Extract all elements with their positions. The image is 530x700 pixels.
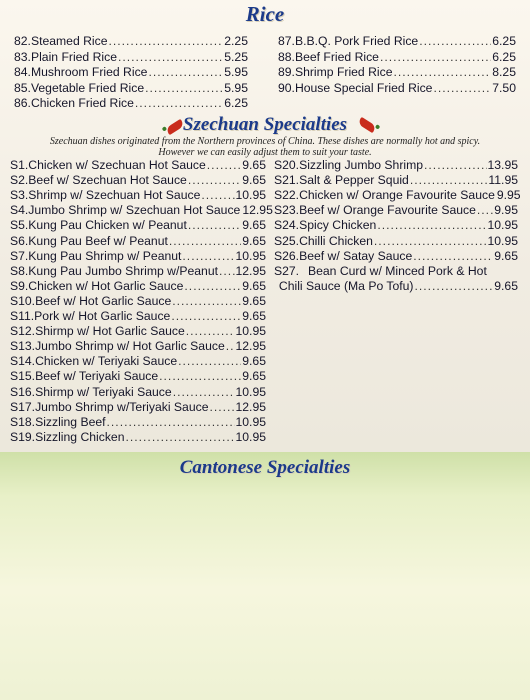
leader-dots <box>148 65 223 79</box>
item-price: 9.65 <box>242 218 266 233</box>
rice-title: Rice <box>245 2 285 26</box>
item-price: 10.95 <box>235 324 266 339</box>
menu-item <box>10 173 266 187</box>
item-name: Pork w/ Hot Garlic Sauce <box>34 309 171 323</box>
leader-dots <box>419 34 491 48</box>
menu-item <box>10 158 266 172</box>
menu-item <box>10 309 266 323</box>
menu-item <box>10 203 273 218</box>
item-code: S1. <box>10 158 29 172</box>
item-price: 9.65 <box>242 354 266 369</box>
leader-dots <box>188 173 241 187</box>
leader-dots <box>188 218 241 232</box>
item-price: 6.25 <box>492 34 516 48</box>
item-name: Shrimp Fried Rice <box>294 65 393 79</box>
item-code: S21. <box>274 173 300 188</box>
item-price: 9.95 <box>494 203 518 218</box>
item-code: S20. <box>274 158 300 172</box>
item-code: 85. <box>14 80 31 95</box>
menu-item <box>10 339 266 353</box>
menu-item <box>10 279 266 293</box>
menu-item <box>10 415 266 429</box>
menu-item <box>278 34 516 48</box>
leader-dots <box>201 188 234 202</box>
item-price: 12.95 <box>235 339 266 354</box>
leader-dots <box>415 279 494 293</box>
item-name: Sizzling Jumbo Shrimp <box>299 158 424 172</box>
item-name: House Special Fried Rice <box>294 80 433 95</box>
leader-dots <box>178 354 241 368</box>
menu-item <box>274 173 518 187</box>
item-code: S23. <box>274 203 300 218</box>
item-name: Beef w/ Teriyaki Sauce <box>35 369 159 384</box>
item-price: 13.95 <box>487 158 518 172</box>
item-name: Beef w/ Orange Favourite Sauce <box>299 203 476 218</box>
item-price: 9.65 <box>242 158 266 172</box>
item-price: 9.65 <box>242 233 266 248</box>
item-code: S25. <box>274 233 300 248</box>
item-code: 90. <box>278 80 295 95</box>
menu-item <box>14 81 248 95</box>
leader-dots <box>171 309 241 323</box>
leader-dots <box>145 81 223 95</box>
item-price: 6.25 <box>492 49 516 64</box>
menu-item <box>10 264 266 278</box>
item-price: 12.95 <box>235 399 266 414</box>
cantonese-title: Cantonese Specialties <box>179 457 351 478</box>
item-code: S6. <box>10 233 29 248</box>
item-name: Sizzling Beef <box>35 414 106 429</box>
leader-dots <box>374 234 487 248</box>
menu-item <box>274 249 518 263</box>
item-code: 86. <box>14 96 31 110</box>
leader-dots <box>173 385 235 399</box>
leader-dots <box>159 369 241 383</box>
item-price: 5.95 <box>224 80 248 95</box>
item-name: Jumbo Shrimp w/Teriyaki Sauce <box>35 399 209 414</box>
item-code: S2. <box>10 173 29 188</box>
item-price: 10.95 <box>487 218 518 233</box>
menu-item <box>10 249 266 263</box>
item-code: S26. <box>274 248 300 263</box>
leader-dots <box>377 218 486 232</box>
leader-dots <box>109 34 224 48</box>
item-name: Bean Curd w/ Minced Pork & Hot <box>308 263 487 278</box>
item-name: Salt & Pepper Squid <box>299 173 409 188</box>
item-name: Spicy Chicken <box>299 218 377 233</box>
item-price: 2.25 <box>224 34 248 48</box>
menu-item <box>10 400 266 414</box>
menu-item <box>10 188 266 202</box>
item-code: S11. <box>10 309 35 323</box>
item-name: Vegetable Fried Rice <box>30 80 145 95</box>
item-code: S13. <box>10 339 36 354</box>
item-code: S18. <box>10 414 36 429</box>
item-code: S19. <box>10 429 36 444</box>
item-name: Kung Pau Chicken w/ Peanut <box>28 218 187 233</box>
item-name: Steamed Rice <box>30 34 108 48</box>
item-name: Shrimp w/ Szechuan Hot Sauce <box>28 188 201 203</box>
item-code: S4. <box>10 203 29 218</box>
item-code: S12. <box>10 324 36 339</box>
leader-dots <box>410 173 488 187</box>
item-price: 10.95 <box>235 384 266 399</box>
item-code: 83. <box>14 49 31 64</box>
item-code: S3. <box>10 188 29 203</box>
item-code: S15. <box>10 369 36 384</box>
item-code: S7. <box>10 248 29 263</box>
menu-item <box>274 218 518 232</box>
item-name: Chicken w/ Orange Favourite Sauce <box>299 188 495 203</box>
item-price: 11.95 <box>488 173 518 188</box>
item-name: Kung Pau Jumbo Shrimp w/Peanut <box>28 263 218 278</box>
menu-item <box>274 279 518 293</box>
menu-item <box>10 354 266 368</box>
item-code: S24. <box>274 218 300 233</box>
item-name: Jumbo Shrimp w/ Szechuan Hot Sauce <box>28 203 241 218</box>
menu-item <box>10 369 266 383</box>
item-code: S16. <box>10 384 36 399</box>
menu-item <box>10 430 266 444</box>
item-name: Chicken w/ Teriyaki Sauce <box>35 354 178 369</box>
item-price: 6.25 <box>224 96 248 110</box>
leader-dots <box>477 203 493 217</box>
item-price: 5.25 <box>224 49 248 64</box>
menu-item <box>14 34 248 48</box>
item-price: 9.65 <box>494 248 518 263</box>
item-code: 89. <box>278 65 295 79</box>
item-name: Jumbo Shrimp w/ Hot Garlic Sauce <box>35 339 225 354</box>
item-code: S22. <box>274 188 300 203</box>
item-price: 9.65 <box>242 293 266 308</box>
item-price: 9.65 <box>494 278 518 293</box>
item-name: Shirmp w/ Hot Garlic Sauce <box>35 324 185 339</box>
item-code: 87. <box>278 34 295 48</box>
item-price: 9.65 <box>242 369 266 384</box>
item-code: 88. <box>278 49 295 64</box>
item-name: Beef w/ Satay Sauce <box>299 248 413 263</box>
menu-item <box>274 158 518 172</box>
item-name: Chilli Chicken <box>299 233 373 248</box>
item-name: Kung Pau Shrimp w/ Peanut <box>28 248 182 263</box>
item-price: 10.95 <box>487 233 518 248</box>
item-name: B.B.Q. Pork Fried Rice <box>294 34 419 48</box>
menu-item <box>274 203 518 217</box>
item-name: Sizzling Chicken <box>35 429 125 444</box>
menu-item <box>14 96 248 110</box>
leader-dots <box>172 294 241 308</box>
item-price: 10.95 <box>235 429 266 444</box>
menu-item <box>278 81 516 95</box>
menu-item <box>10 385 266 399</box>
leader-dots <box>433 81 491 95</box>
item-price: 5.95 <box>224 65 248 79</box>
szechuan-intro-2: However we can easily adjust them to suit your taste. <box>158 147 372 158</box>
leader-dots <box>186 324 235 338</box>
leader-dots <box>126 430 235 444</box>
leader-dots <box>207 158 241 172</box>
item-name: Chicken Fried Rice <box>30 96 134 110</box>
item-price: 10.95 <box>235 188 266 203</box>
item-name: Beef w/ Szechuan Hot Sauce <box>28 173 187 188</box>
leader-dots <box>380 50 491 64</box>
item-name: Plain Fried Rice <box>30 49 117 64</box>
leader-dots <box>209 400 234 414</box>
cantonese-background <box>0 452 530 700</box>
item-code: 82. <box>14 34 31 48</box>
item-name: Mushroom Fried Rice <box>30 65 148 79</box>
item-price: 12.95 <box>242 203 273 218</box>
item-price: 7.50 <box>492 80 516 95</box>
item-price: 9.65 <box>242 278 266 293</box>
menu-item <box>10 234 266 248</box>
leader-dots <box>169 234 241 248</box>
leader-dots <box>413 249 493 263</box>
item-code: S10. <box>10 293 36 308</box>
leader-dots <box>184 279 241 293</box>
leader-dots <box>424 158 486 172</box>
item-name: Shirmp w/ Teriyaki Sauce <box>35 384 172 399</box>
szechuan-intro: Szechuan dishes originated from the Northern provinces of China. These dishes are normally hot and spicy. <box>49 136 481 147</box>
leader-dots <box>107 415 235 429</box>
menu-item <box>10 218 266 232</box>
item-price: 10.95 <box>235 248 266 263</box>
menu-item <box>10 324 266 338</box>
item-code: S17. <box>10 399 36 414</box>
item-price: 9.65 <box>242 309 266 323</box>
item-name: Kung Pau Beef w/ Peanut <box>28 233 168 248</box>
item-price: 9.65 <box>242 173 266 188</box>
leader-dots <box>118 50 223 64</box>
menu-item <box>14 50 248 64</box>
item-price: 12.95 <box>235 263 266 278</box>
item-name: Chicken w/ Hot Garlic Sauce <box>28 278 184 293</box>
leader-dots <box>219 264 235 278</box>
leader-dots <box>393 65 491 79</box>
menu-item <box>278 50 516 64</box>
item-name: Beef Fried Rice <box>294 49 379 64</box>
menu-item <box>274 188 521 203</box>
item-code: S27. <box>274 263 300 278</box>
leader-dots <box>135 96 223 110</box>
szechuan-title: Szechuan Specialties <box>182 114 348 135</box>
item-price: 8.25 <box>492 65 516 79</box>
menu-item <box>274 264 518 278</box>
leader-dots <box>182 249 234 263</box>
leader-dots <box>226 339 235 353</box>
item-name: Chicken w/ Szechuan Hot Sauce <box>28 158 206 172</box>
menu-item <box>274 234 518 248</box>
menu-item <box>278 65 516 79</box>
item-price: 10.95 <box>235 414 266 429</box>
menu-item <box>14 65 248 79</box>
menu-item <box>10 294 266 308</box>
item-name: Chili Sauce (Ma Po Tofu) <box>278 278 414 293</box>
item-name: Beef w/ Hot Garlic Sauce <box>35 293 172 308</box>
item-code: S5. <box>10 218 29 233</box>
item-code: S14. <box>10 354 36 369</box>
item-code: S8. <box>10 263 29 278</box>
item-code: S9. <box>10 278 29 293</box>
item-price: 9.95 <box>496 188 521 203</box>
item-code: 84. <box>14 65 31 79</box>
